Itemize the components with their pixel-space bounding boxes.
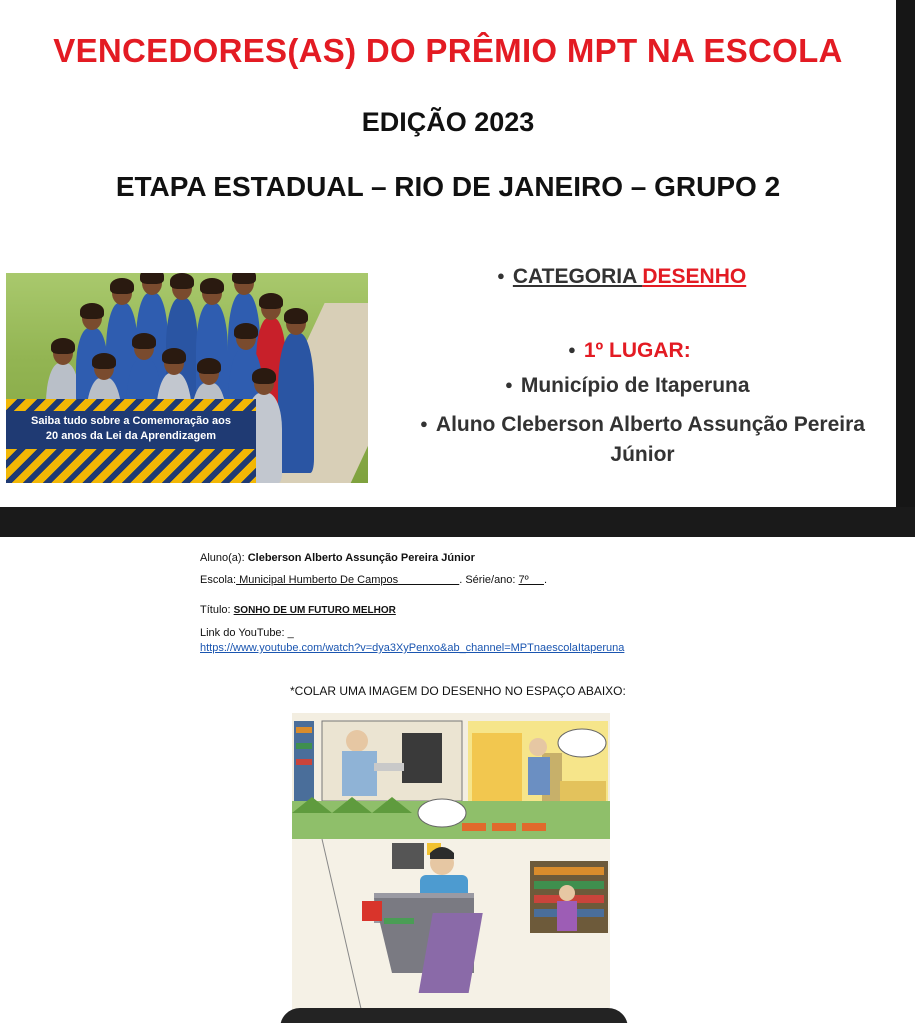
- student-name: Aluno Cleberson Alberto Assunção Pereira Júnior: [435, 413, 865, 466]
- category-label: CATEGORIA: [512, 265, 643, 288]
- school-value: Municipal Humberto De Campos: [236, 574, 460, 586]
- window-edge: [896, 0, 915, 507]
- category-line: [497, 265, 746, 289]
- grade-end: .: [543, 574, 548, 586]
- slide-title: VENCEDORES(AS) DO PRÊMIO MPT NA ESCOLA: [53, 32, 843, 69]
- photo-banner-text: [6, 414, 256, 444]
- title-label: Título:: [200, 604, 234, 616]
- student-name-field: Cleberson Alberto Assunção Pereira Júnior: [247, 552, 475, 564]
- paste-instruction: *COLAR UMA IMAGEM DO DESENHO NO ESPAÇO ABAIXO:: [290, 684, 626, 698]
- bottom-overlay-bar: [280, 1008, 628, 1023]
- school-label: Escola:: [200, 574, 237, 586]
- youtube-label: Link do YouTube: _: [200, 627, 294, 639]
- banner-stripes-bottom: [6, 449, 256, 483]
- student-line: ● Aluno Cleberson Alberto Assunção Pereira Júnior: [420, 413, 865, 466]
- banner-line-2: 20 anos da Lei da Aprendizagem: [45, 430, 217, 442]
- grade-label: . Série/ano:: [459, 574, 519, 586]
- municipality-line: ● Município de Itaperuna: [505, 374, 750, 398]
- banner-line-1: Saiba tudo sobre a Comemoração aos: [31, 415, 231, 427]
- banner-stripes-top: [6, 399, 256, 411]
- category-value: DESENHO: [642, 265, 747, 288]
- computer-monitor: [392, 843, 424, 869]
- edition-heading: EDIÇÃO 2023: [361, 107, 535, 137]
- youtube-link[interactable]: https://www.youtube.com/watch?v=dya3XyPenxo&ab_channel=MPTnaescolaItaperuna: [200, 642, 625, 654]
- stage-heading: ETAPA ESTADUAL – RIO DE JANEIRO – GRUPO 2: [115, 171, 781, 202]
- student-row: [200, 552, 475, 564]
- grade-value: 7º: [518, 574, 544, 586]
- title-row: [200, 604, 396, 616]
- award-slide: [0, 0, 896, 507]
- students-photo: [6, 273, 368, 483]
- title-value: SONHO DE UM FUTURO MELHOR: [233, 605, 396, 616]
- school-row: [200, 574, 547, 586]
- student-drawing: [292, 713, 610, 1023]
- student-figure: [278, 333, 314, 473]
- place-line: ● 1º LUGAR:: [568, 339, 691, 363]
- student-label: Aluno(a):: [200, 552, 248, 564]
- entry-form-document: [0, 537, 915, 1023]
- dark-doorway: [402, 733, 442, 783]
